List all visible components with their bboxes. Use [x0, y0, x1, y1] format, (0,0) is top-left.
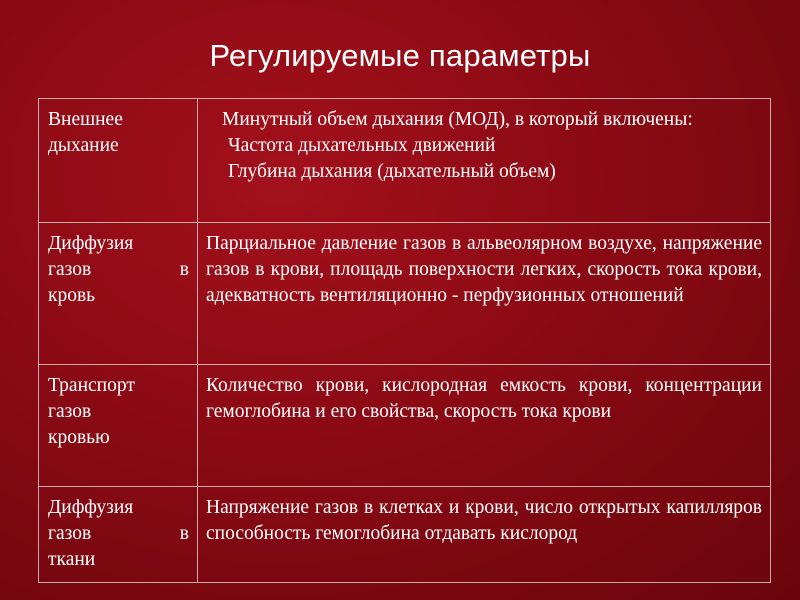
sub-item-breathing-depth: Глубина дыхания (дыхательный объем)	[228, 161, 556, 182]
table-row	[39, 223, 771, 365]
label-line: кровь	[48, 285, 96, 306]
label-line: газов в	[48, 259, 189, 280]
label-line: газов	[48, 401, 92, 422]
row-label-diffusion-to-tissue	[39, 487, 198, 583]
row-description-diffusion-to-blood	[198, 223, 771, 365]
label-line: Диффузия	[48, 497, 134, 518]
row-label-external-breathing	[39, 99, 198, 223]
label-line: дыхание	[48, 135, 119, 156]
description-text: Количество крови, кислородная емкость крови, концентрации гемоглобина и его свойства, скорость тока крови	[206, 375, 762, 422]
description-text: Напряжение газов в клетках и крови, число открытых капилляров способность гемоглобина отдавать кислород	[206, 497, 762, 544]
sub-item-breathing-rate: Частота дыхательных движений	[228, 135, 496, 156]
table-row	[39, 99, 771, 223]
label-line: Внешнее	[48, 109, 123, 130]
description-text: Парциальное давление газов в альвеолярном воздухе, напряжение газов в крови, площадь поверхности легких, скорость тока крови, адекватность вентиляционно - перфузионных отношений	[206, 233, 762, 306]
table-row	[39, 487, 771, 583]
table-row	[39, 365, 771, 487]
row-label-gas-transport	[39, 365, 198, 487]
label-line: ткани	[48, 549, 96, 570]
label-line: кровью	[48, 427, 110, 448]
row-description-diffusion-to-tissue	[198, 487, 771, 583]
row-label-diffusion-to-blood	[39, 223, 198, 365]
row-description-gas-transport	[198, 365, 771, 487]
row-description-external-breathing	[198, 99, 771, 223]
description-text: Минутный объем дыхания (МОД), в который включены:	[222, 109, 693, 130]
label-line: Диффузия	[48, 233, 134, 254]
parameters-table	[38, 98, 771, 583]
label-line: газов в	[48, 523, 189, 544]
label-line: Транспорт	[48, 375, 135, 396]
slide-title: Регулируемые параметры	[209, 38, 591, 73]
